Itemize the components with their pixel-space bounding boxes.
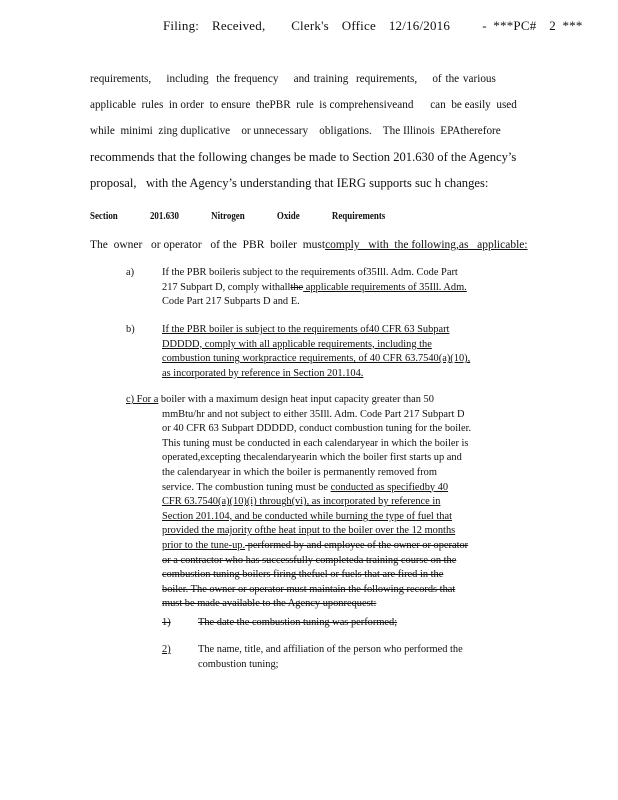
item-line: If the PBR boiler is subject to the requirements of40 CFR 63 Subpart — [162, 324, 450, 335]
item-line: the calendaryear in which the boiler is permanently removed from — [162, 466, 437, 478]
inserted-text: conducted as specifiedby 40 — [330, 481, 449, 493]
filing-header: Filing: Received, Clerk's Office 12/16/2016 - ***PC# 2 *** — [163, 18, 583, 33]
inserted-text: applicable requirements of 35Ill. Adm. — [303, 281, 467, 293]
item-line: mmBtu/hr and not subject to either 35Ill. Adm. Code Part 217 Subpart D — [162, 408, 465, 420]
deleted-text: the — [290, 281, 304, 293]
item-marker: a) — [126, 267, 135, 278]
item-line — [162, 281, 522, 296]
item-marker: c) For a — [126, 394, 159, 405]
item-marker: 2) — [162, 644, 171, 655]
item-line: If the PBR boileris subject to the requirements of35Ill. Adm. Code Part — [162, 267, 458, 278]
inserted-text: prior to the tune-up. — [162, 539, 246, 551]
item-text: service. The combustion tuning must be — [162, 481, 331, 493]
opening-paragraph — [90, 66, 530, 196]
item-line — [126, 393, 526, 408]
item-line: provided the majority ofthe heat input to the boiler over the 12 months — [162, 525, 456, 537]
paragraph-line: proposal, with the Agency’s understanding that IERG supports suc h changes: — [90, 176, 489, 190]
item-line: Code Part 217 Subparts D and E. — [162, 296, 300, 308]
intro-sentence — [90, 239, 528, 251]
item-text: 217 Subpart D, comply withall — [162, 281, 291, 293]
paragraph-line: while minimi zing duplicative or unnecessary obligations. The Illinois EPAtherefore — [90, 125, 501, 137]
paragraph-line: recommends that the following changes be made to Section 201.630 of the Agency’s — [90, 150, 517, 164]
item-line: combustion tuning boilers firing thefuel or fuels that are fired in the — [162, 569, 444, 581]
item-line: The name, title, and affiliation of the person who performed the — [198, 644, 463, 655]
item-line — [126, 539, 526, 554]
item-line: operated,excepting thecalendaryearin which the boiler first starts up and — [162, 452, 462, 464]
item-line: as incorporated by reference in Section 201.104. — [162, 367, 364, 379]
intro-plain: The owner or operator of the PBR boiler must — [90, 239, 326, 251]
paragraph-line: requirements, including the frequency and training requirements, of the various — [90, 73, 496, 85]
section-heading: Section 201.630 Nitrogen Oxide Requirements — [90, 211, 386, 222]
paragraph-line: applicable rules in order to ensure thePBR rule is comprehensiveand can be easily used — [90, 99, 517, 111]
item-text: boiler with a maximum design heat input capacity greater than 50 — [158, 394, 434, 405]
item-line: or 40 CFR 63 Subpart DDDDD, conduct combustion tuning for the boiler. — [162, 423, 472, 435]
item-marker: 1) — [162, 617, 171, 628]
item-line: boiler. The owner or operator must maintain the following records that — [162, 583, 456, 595]
deleted-text: performed by and employee of the owner or operator — [245, 539, 469, 551]
item-line: This tuning must be conducted in each calendaryear in which the boiler is — [162, 437, 469, 449]
intro-inserted: comply with the following,as applicable: — [325, 239, 528, 251]
item-line: combustion tuning workpractice requirements, of 40 CFR 63.7540(a)(10), — [162, 353, 471, 365]
item-line: combustion tuning; — [198, 658, 279, 670]
item-line: CFR 63.7540(a)(10)(i) through(vi), as incorporated by reference in — [162, 496, 441, 508]
item-line: or a contractor who has successfully completeda training course on the — [162, 554, 457, 566]
item-marker: b) — [126, 324, 135, 335]
item-line: DDDDD, comply with all applicable requirements, including the — [162, 338, 432, 350]
item-line: Section 201.104, and be conducted while burning the type of fuel that — [162, 510, 452, 522]
item-line: The date the combustion tuning was performed; — [198, 617, 398, 628]
item-line — [126, 481, 526, 496]
item-line: must be made available to the Agency uponrequest: — [162, 598, 377, 610]
